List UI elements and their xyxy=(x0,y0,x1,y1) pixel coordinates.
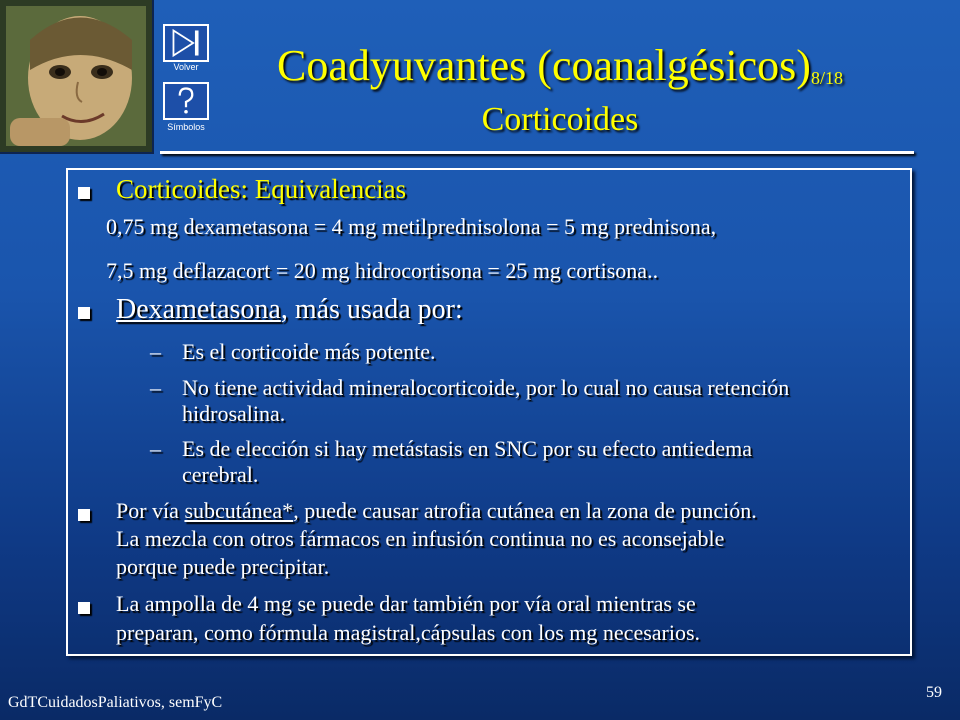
sub-item-metastasis-1: Es de elección si hay metástasis en SNC por su efecto antiedema xyxy=(182,436,752,461)
sub-item-metastasis-2: cerebral. xyxy=(182,462,259,487)
bullet-marker xyxy=(78,602,90,614)
dash-marker: – xyxy=(150,436,161,461)
sub-item-mineralocorticoide-1: No tiene actividad mineralocorticoide, por lo cual no causa retención xyxy=(182,375,790,400)
bullet-subcutanea-line-2: La mezcla con otros fármacos en infusión continua no es aconsejable xyxy=(116,526,725,551)
bullet-corticoides-equivalencias: Corticoides: Equivalencias xyxy=(116,174,407,204)
dexametasona-rest: , más usada por: xyxy=(280,294,463,325)
subcutanea-pre: Por vía xyxy=(116,498,185,523)
footer-source: GdTCuidadosPaliativos, semFyC xyxy=(8,694,223,711)
subcutanea-rest: , puede causar atrofia cutánea en la zona de punción. xyxy=(293,498,757,523)
title-text: Coadyuvantes (coanalgésicos) xyxy=(277,41,811,90)
equivalence-line-1: 0,75 mg dexametasona = 4 mg metilprednisolona = 5 mg prednisona, xyxy=(106,214,717,239)
page-title xyxy=(200,42,920,98)
bullet-marker xyxy=(78,509,90,521)
bullet-subcutanea-line-1 xyxy=(116,498,757,524)
slide-counter: 8/18 xyxy=(810,68,843,88)
symbols-label: Símbolos xyxy=(167,122,205,132)
equivalence-line-2: 7,5 mg deflazacort = 20 mg hidrocortisona = 25 mg cortisona.. xyxy=(106,258,659,283)
bullet-ampolla-line-1: La ampolla de 4 mg se puede dar también por vía oral mientras se xyxy=(116,591,696,616)
bullet-marker xyxy=(78,307,90,319)
dash-marker: – xyxy=(150,339,161,364)
sub-item-mas-potente: Es el corticoide más potente. xyxy=(182,339,436,364)
subcutanea-link[interactable]: subcutánea* xyxy=(184,498,294,523)
slide-number: 59 xyxy=(926,684,942,701)
bullet-dexametasona xyxy=(116,294,463,326)
portrait-image xyxy=(0,0,154,154)
bullet-marker xyxy=(78,187,90,199)
dash-marker: – xyxy=(150,375,161,400)
bullet-subcutanea-line-3: porque puede precipitar. xyxy=(116,554,330,579)
header-divider xyxy=(160,151,914,154)
back-label: Volver xyxy=(173,62,199,72)
page-subtitle: Corticoides xyxy=(481,101,639,138)
dexametasona-term: Dexametasona xyxy=(116,294,281,325)
bullet-ampolla-line-2: preparan, como fórmula magistral,cápsulas con los mg necesarios. xyxy=(116,620,701,645)
content-box xyxy=(66,168,912,656)
sub-item-mineralocorticoide-2: hidrosalina. xyxy=(182,401,286,426)
